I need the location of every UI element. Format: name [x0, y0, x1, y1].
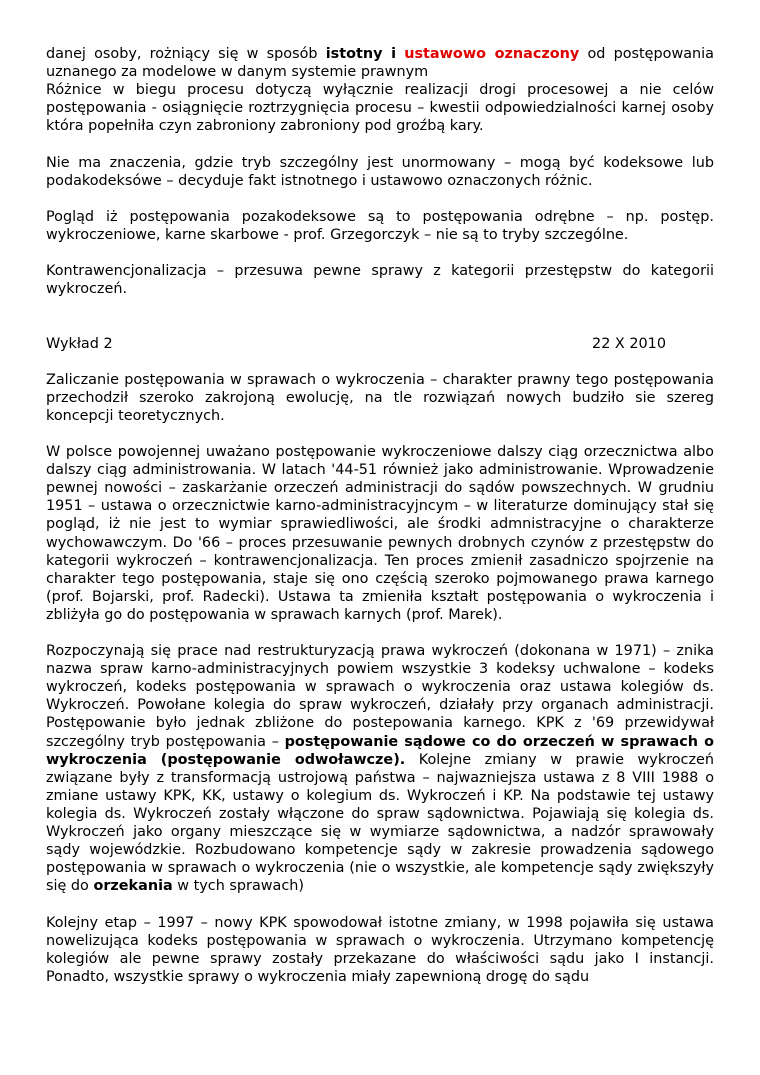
paragraph-postwar: W polsce powojennej uważano postępowanie wykroczeniowe dalszy ciąg orzecznictwa albo dalszy ciąg administrowania. W latach '44-51 również jako administrowanie. Wprowadzenie pewnej nowości – zaskarżanie orzeczeń administracji do sądów powszechnych. W grudniu 1951 – ustawa o orzecznictwie karno-administracyjncym – w literaturze dominujący stał się pogląd, iż nie jest to wymiar sprawiedliwości, ale środki admnistracyjne o charakterze wychowawczym. Do '66 – proces przesuwanie pewnych drobnych czynów z przestępstw do kategorii wykroczeń – kontrawencjonalizacja. Ten proces zmienił zasadniczo spojrzenie na charakter tego postępowania, staje się ono częścią szeroko pojmowanego prawa karnego (prof. Bojarski, prof. Radecki). Ustawa ta zmieniła kształt postępowania o wykroczenia i zbliżyła go do postępowania w sprawach karnych (prof. Marek).	[46, 444, 714, 623]
paragraph-view: Pogląd iż postępowania pozakodeksowe są to postępowania odrębne – np. postęp. wykroczeniowe, karne skarbowe - prof. Grzegorczyk – nie są to tryby szczególne.	[46, 208, 714, 243]
text-run	[396, 46, 404, 62]
text-run: danej osoby, rożniący się w sposób	[46, 46, 326, 62]
text-run: Kolejne zmiany w prawie wykroczeń związane były z transformacją ustrojową państwa – najwazniejsza ustawa z 8 VIII 1988 o zmiane ustawy KPK, KK, ustawy o kolegium ds. Wykroczeń i KP. Na podstawie tej ustawy kolegia ds. Wykroczeń zostały włączone do spraw sądownictwa. Pojawiają się kolegia ds. Wykroczeń jako organy mieszczące się w wymiarze sądownictwa, a nadzór sprawowały sądy wojewódzkie. Rozbudowano kompetencje sądy w zakresie prowadzenia sądowego postępowania w sprawach o wykroczenia (nie o wszystkie, ale kompetencje sądy zwiększyły się do	[46, 751, 714, 895]
spacer	[46, 244, 714, 262]
spacer	[46, 895, 714, 913]
bold-run: postępowanie sądowe co do orzeczeń w sprawach o wykroczenia (postępowanie odwoławcze).	[46, 733, 715, 768]
paragraph-restructuring	[46, 642, 714, 895]
bold-run: istotny i	[325, 46, 397, 62]
spacer	[46, 353, 714, 371]
bold-run: orzekania	[93, 878, 173, 895]
spacer	[46, 190, 714, 208]
spacer	[46, 425, 714, 443]
text-run: w tych sprawach)	[172, 878, 305, 895]
lecture-header	[46, 335, 714, 353]
paragraph-regulation: Nie ma znaczenia, gdzie tryb szczególny jest unormowany – mogą być kodeksowe lub podakodeksówe – decyduje fakt istnotnego i ustawowo oznaczonych różnic.	[46, 154, 714, 189]
paragraph-differences: Różnice w biegu procesu dotyczą wyłącznie realizacji drogi procesowej a nie celów postępowania - osiągnięcie roztrzygnięcia procesu – kwestii odpowiedzialności karnej osoby która popełniła czyn zabroniony zabroniony pod groźbą kary.	[46, 82, 714, 135]
paragraph-contraventionalization: Kontrawencjonalizacja – przesuwa pewne sprawy z kategorii przestępstw do kategorii wykroczeń.	[46, 263, 714, 298]
document-page	[46, 45, 714, 986]
text-run: Rozpoczynają się prace nad restrukturyzacją prawa wykroczeń (dokonana w 1971) – znika nazwa spraw karno-administracyjnych powiem wszystkie 3 kodeksy uchwalone – kodeks wykroczeń, kodeks postępowania w sprawach o wykroczenia oraz ustawa kolegiów ds. Wykroczeń. Powołane kolegia do spraw wykroczeń, działały przy organach administracji. Postępowanie było jednak zbliżone do postepowania karnego. KPK z '69 przewidywał szczególny tryb postępowania –	[46, 643, 714, 750]
paragraph-classification: Zaliczanie postępowania w sprawach o wykroczenia – charakter prawny tego postępowania przechodził szeroko zakrojoną ewolucję, na tle rozwiązań nowych budziło sie szereg koncepcji teoretycznych.	[46, 371, 714, 424]
text-run: od postępowania uznanego za modelowe w danym systemie prawnym	[46, 46, 714, 81]
lecture-title: Wykład 2	[46, 335, 113, 352]
lecture-date: 22 X 2010	[592, 335, 666, 352]
spacer	[46, 298, 714, 334]
spacer	[46, 624, 714, 642]
red-bold-run: ustawowo oznaczony	[404, 46, 580, 62]
paragraph-intro	[46, 45, 714, 81]
paragraph-1997: Kolejny etap – 1997 – nowy KPK spowodował istotne zmiany, w 1998 pojawiła się ustawa nowelizująca kodeks postępowania w sprawach o wykroczenia. Utrzymano kompetencję kolegiów ale pewne sprawy zostały przekazane do właściwości sądu jako I instancji. Ponadto, wszystkie sprawy o wykroczenia miały zapewnioną drogę do sądu	[46, 914, 714, 985]
spacer	[46, 135, 714, 153]
